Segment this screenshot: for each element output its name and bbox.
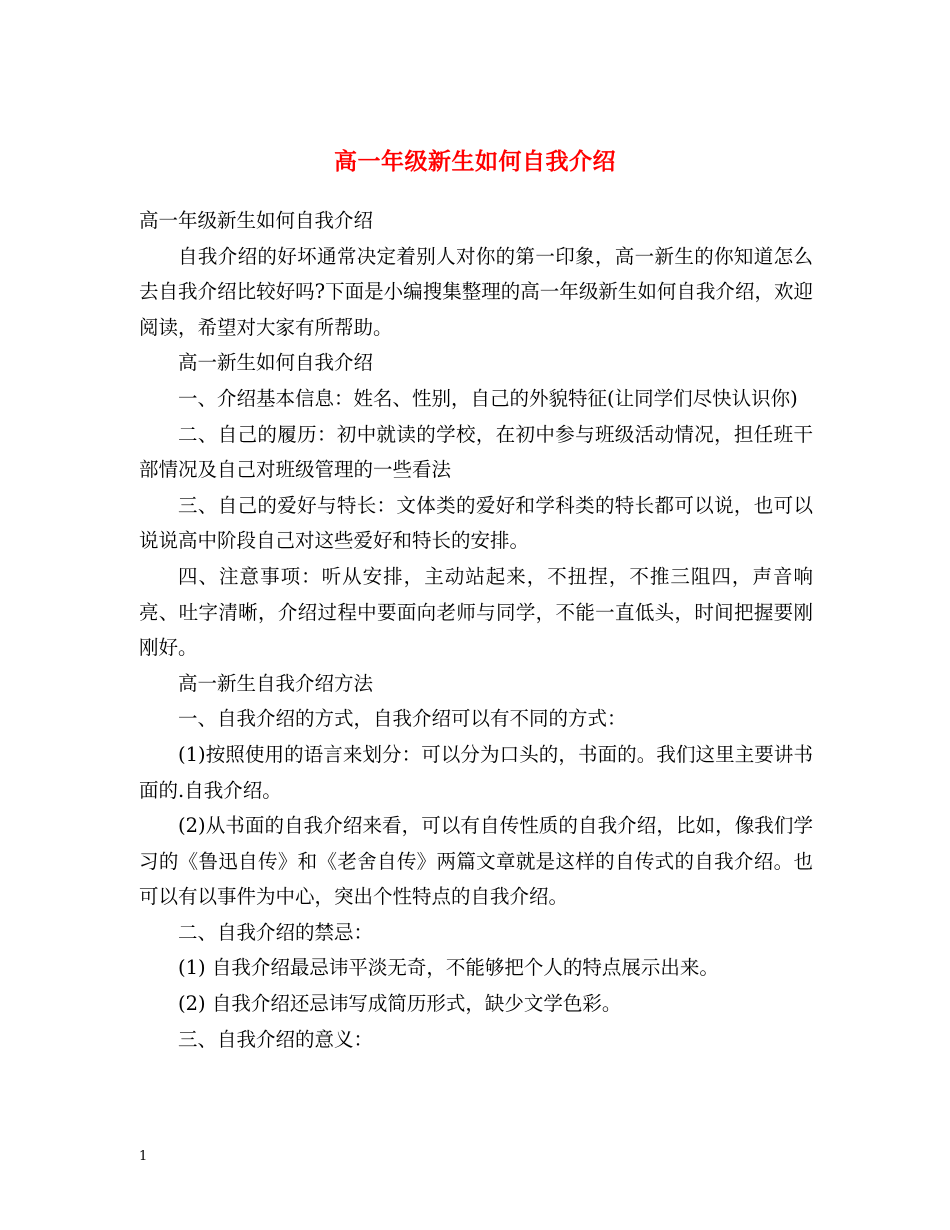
paragraph: 高一年级新生如何自我介绍 [139, 209, 374, 232]
paragraph: 自我介绍的好坏通常决定着别人对你的第一印象，高一新生的你知道怎么去自我介绍比较好吗?下面是小编搜集整理的高一年级新生如何自我介绍，欢迎阅读，希望对大家有所帮助。 [139, 244, 813, 339]
paragraph: 四、注意事项：听从安排，主动站起来，不扭捏，不推三阻四，声音响亮、吐字清晰，介绍过程中要面向老师与同学，不能一直低头，时间把握要刚刚好。 [139, 564, 813, 660]
paragraph: 二、自我介绍的禁忌： [178, 920, 374, 944]
document-body [139, 203, 813, 1057]
paragraph: 二、自己的履历：初中就读的学校，在初中参与班级活动情况，担任班干部情况及自己对班级管理的一些看法 [139, 422, 813, 482]
paragraph: (1) 自我介绍最忌讳平淡无奇，不能够把个人的特点展示出来。 [178, 956, 719, 980]
paragraph: 一、介绍基本信息：姓名、性别，自己的外貌特征(让同学们尽快认识你) [178, 386, 798, 410]
paragraph: 一、自我介绍的方式，自我介绍可以有不同的方式： [178, 707, 627, 731]
document-title: 高一年级新生如何自我介绍 [334, 148, 616, 176]
paragraph: (2) 自我介绍还忌讳写成简历形式，缺少文学色彩。 [178, 992, 622, 1016]
section-heading: 高一新生自我介绍方法 [178, 671, 374, 695]
paragraph: 三、自己的爱好与特长：文体类的爱好和学科类的特长都可以说，也可以说说高中阶段自己对这些爱好和特长的安排。 [139, 493, 813, 553]
section-heading: 高一新生如何自我介绍 [178, 351, 374, 375]
paragraph: (1)按照使用的语言来划分：可以分为口头的，书面的。我们这里主要讲书面的.自我介绍。 [139, 742, 813, 802]
page-number: 1 [139, 1149, 148, 1164]
paragraph: (2)从书面的自我介绍来看，可以有自传性质的自我介绍，比如，像我们学习的《鲁迅自传》和《老舍自传》两篇文章就是这样的自传式的自我介绍。也可以有以事件为中心，突出个性特点的自我介绍。 [139, 814, 813, 909]
paragraph: 三、自我介绍的意义： [178, 1027, 374, 1051]
